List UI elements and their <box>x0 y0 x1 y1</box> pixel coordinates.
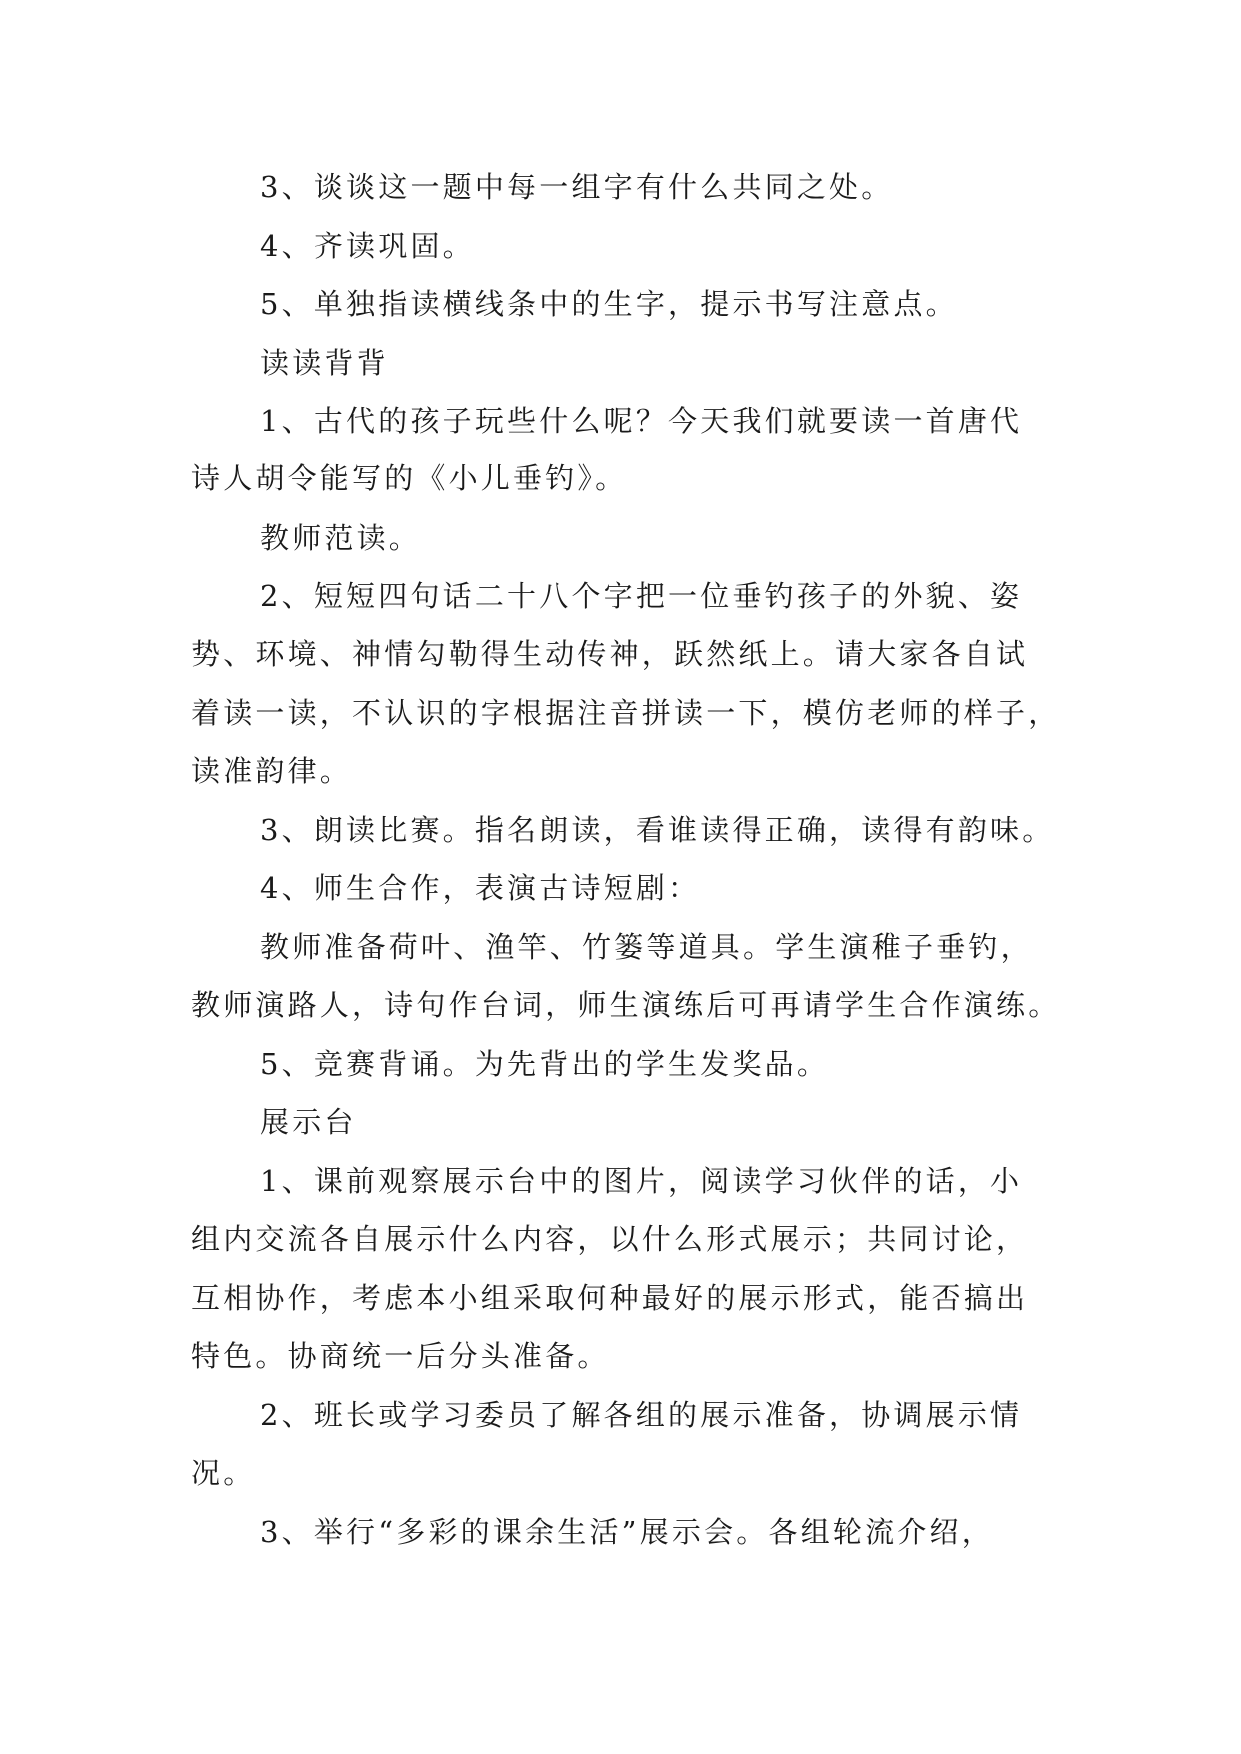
text-line: 互相协作，考虑本小组采取何种最好的展示形式，能否搞出 <box>191 1281 1029 1315</box>
text-line: 1、古代的孩子玩些什么呢？今天我们就要读一首唐代 <box>260 404 1023 438</box>
text-line: 况。 <box>191 1456 256 1490</box>
text-line: 1、课前观察展示台中的图片，阅读学习伙伴的话，小 <box>260 1164 1023 1198</box>
text-line: 5、单独指读横线条中的生字，提示书写注意点。 <box>260 287 958 321</box>
text-line: 2、短短四句话二十八个字把一位垂钓孩子的外貌、姿 <box>260 579 1023 613</box>
text-line: 3、举行“多彩的课余生活”展示会。各组轮流介绍， <box>260 1515 994 1549</box>
text-line: 教师演路人，诗句作台词，师生演练后可再请学生合作演练。 <box>191 988 1061 1022</box>
text-line: 组内交流各自展示什么内容，以什么形式展示；共同讨论， <box>191 1222 1029 1256</box>
text-line: 4、齐读巩固。 <box>260 229 475 263</box>
text-line: 读准韵律。 <box>191 754 353 788</box>
text-line: 3、谈谈这一题中每一组字有什么共同之处。 <box>260 170 894 204</box>
text-line: 着读一读，不认识的字根据注音拼读一下，模仿老师的样子， <box>191 696 1061 730</box>
text-line: 势、环境、神情勾勒得生动传神，跃然纸上。请大家各自试 <box>191 637 1029 671</box>
text-line: 特色。协商统一后分头准备。 <box>191 1339 610 1373</box>
text-line: 2、班长或学习委员了解各组的展示准备，协调展示情 <box>260 1398 1023 1432</box>
text-line: 4、师生合作，表演古诗短剧： <box>260 871 701 905</box>
text-line: 教师范读。 <box>260 521 422 555</box>
text-line: 5、竞赛背诵。为先背出的学生发奖品。 <box>260 1047 830 1081</box>
section-heading: 读读背背 <box>260 346 389 380</box>
text-line: 教师准备荷叶、渔竿、竹篓等道具。学生演稚子垂钓， <box>260 930 1033 964</box>
text-line: 诗人胡令能写的《小儿垂钓》。 <box>191 461 628 495</box>
text-line: 3、朗读比赛。指名朗读，看谁读得正确，读得有韵味。 <box>260 813 1055 847</box>
section-heading: 展示台 <box>260 1105 357 1139</box>
